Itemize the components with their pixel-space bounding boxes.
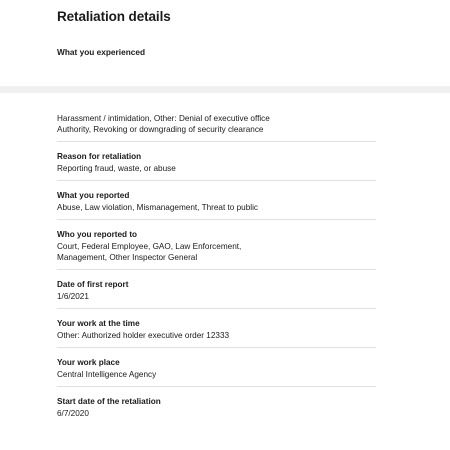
page-title: Retaliation details xyxy=(57,9,171,24)
field-value-line: Harassment / intimidation, Other: Denial of executive office xyxy=(57,114,270,123)
field-what-you-reported xyxy=(57,181,376,220)
field-value-line: Management, Other Inspector General xyxy=(57,253,198,262)
field-label: Your work at the time xyxy=(57,319,140,328)
field-value-line: Reporting fraud, waste, or abuse xyxy=(57,164,176,173)
field-reason-for-retaliation xyxy=(57,142,376,181)
field-label: Who you reported to xyxy=(57,230,138,239)
field-who-you-reported-to xyxy=(57,220,376,270)
field-start-date-of-retaliation xyxy=(57,387,376,425)
field-retaliation-type xyxy=(57,113,376,142)
retaliation-details-list xyxy=(57,113,376,425)
field-value-line: 6/7/2020 xyxy=(57,409,89,418)
field-your-work-at-the-time xyxy=(57,309,376,348)
field-value-line: Court, Federal Employee, GAO, Law Enforcement, xyxy=(57,242,242,251)
field-value-line: 1/6/2021 xyxy=(57,292,89,301)
section-divider xyxy=(0,86,450,93)
field-label: Your work place xyxy=(57,358,120,367)
field-value-line: Other: Authorized holder executive order 12333 xyxy=(57,331,230,340)
field-value-line: Abuse, Law violation, Mismanagement, Threat to public xyxy=(57,203,259,212)
field-label: Date of first report xyxy=(57,280,129,289)
field-label: Reason for retaliation xyxy=(57,152,142,161)
field-date-of-first-report xyxy=(57,270,376,309)
field-value-line: Central Intelligence Agency xyxy=(57,370,157,379)
section-heading-what-you-experienced: What you experienced xyxy=(57,47,146,57)
field-label: Start date of the retaliation xyxy=(57,397,161,406)
field-value-line: Authority, Revoking or downgrading of security clearance xyxy=(57,125,264,134)
field-your-work-place xyxy=(57,348,376,387)
field-label: What you reported xyxy=(57,191,130,200)
